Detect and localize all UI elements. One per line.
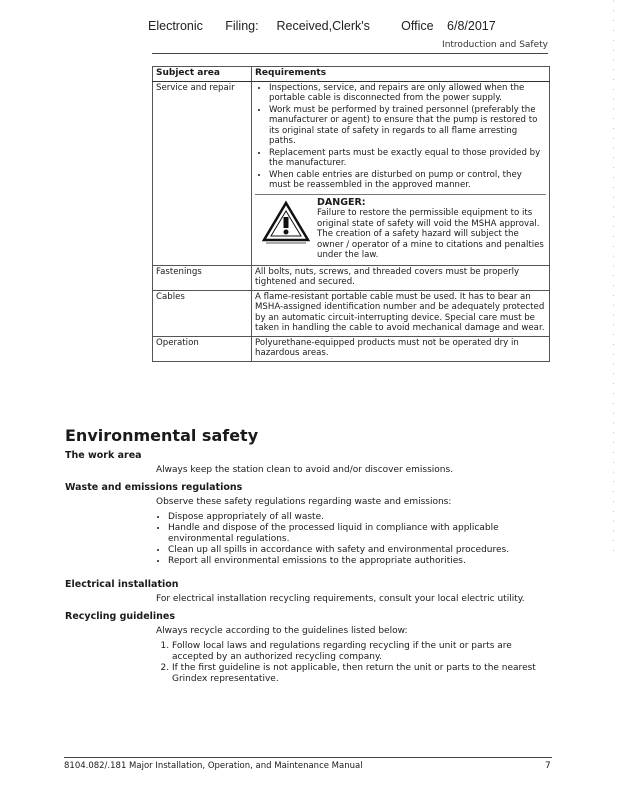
subject-area-header: Subject area [153,67,252,82]
service-subject: Service and repair [153,81,252,265]
electrical-heading: Electrical installation [65,579,179,590]
waste-bullet-list [156,512,556,567]
recycling-list [156,641,556,685]
list-item: • Report all environmental emissions to the appropriate authorities. [168,556,556,567]
recycling-section [156,626,556,685]
requirements-header: Requirements [252,67,550,82]
list-item: • When cable entries are disturbed on pump or control, they must be reassembled in the approved manner. [269,170,546,191]
recycling-intro: Always recycle according to the guidelines listed below: [156,626,408,636]
fastenings-subject: Fastenings [153,265,252,290]
work-area-text: Always keep the station clean to avoid and/or discover emissions. [156,465,454,475]
footer-divider [64,757,552,758]
cables-requirement: A flame-resistant portable cable must be used. It has to bear an MSHA-assigned identification number and be adequately protected by an automatic circuit-interrupting device. Special care must be taken in handling the cable to avoid mechanical damage and wear. [252,290,550,336]
list-item: • Replacement parts must be exactly equal to those provided by the manufacturer. [269,148,546,169]
operation-requirement: Polyurethane-equipped products must not be operated dry in hazardous areas. [252,336,550,361]
list-item: • Clean up all spills in accordance with safety and environmental procedures. [168,545,556,556]
list-item: 1. Follow local laws and regulations regarding recycling if the unit or parts are accepted by an authorized recycling company. [172,641,556,663]
operation-subject: Operation [153,336,252,361]
waste-heading: Waste and emissions regulations [65,482,243,493]
cables-subject: Cables [153,290,252,336]
list-item: • Work must be performed by trained personnel (preferably the manufacturer or agent) to ensure that the pump is restored to its original state of safety in regards to all flame arresting paths. [269,105,546,147]
danger-text: Failure to restore the permissible equipment to its original state of safety will void the MSHA approval. The creation of a safety hazard will subject the owner / operator of a mine to citations and penalties under the law. [317,208,544,260]
service-requirements [252,81,550,265]
service-bullet-list [255,83,546,191]
waste-section [156,497,556,567]
list-item: • Handle and dispose of the processed liquid in compliance with applicable environmental regulations. [168,523,556,545]
work-area-heading: The work area [65,450,142,461]
filing-stamp: Electronic Filing: Received,Clerk's Office 6/8/2017 [148,19,496,33]
fastenings-requirement: All bolts, nuts, screws, and threaded covers must be properly tightened and secured. [252,265,550,290]
waste-intro: Observe these safety regulations regarding waste and emissions: [156,497,452,507]
table-row [153,336,550,361]
scan-edge-marks: · · · · · · · · · · · · · · · · · · · · · · · · · · · · · · · · · · · · · · · · · · · · · · · · · · · · · · · · · [609,0,616,555]
table-row [153,290,550,336]
danger-message [317,198,546,261]
footer-title: 8104.082/.181 Major Installation, Operation, and Maintenance Manual [64,761,363,771]
list-item: • Inspections, service, and repairs are only allowed when the portable cable is disconnected from the power supply. [269,83,546,104]
list-item: 2. If the first guideline is not applicable, then return the unit or parts to the nearest Grindex representative. [172,663,556,685]
table-header-row [153,67,550,82]
environmental-safety-title: Environmental safety [65,426,259,445]
table-row [153,81,550,265]
recycling-heading: Recycling guidelines [65,611,176,622]
list-item: • Dispose appropriately of all waste. [168,512,556,523]
section-header: Introduction and Safety [442,40,548,50]
danger-title: DANGER: [317,196,366,208]
header-divider [152,53,548,54]
table-row [153,265,550,290]
danger-box [255,194,546,261]
electrical-text: For electrical installation recycling requirements, consult your local electric utility. [156,594,525,604]
page-number: 7 [545,761,551,771]
danger-warning-icon [255,198,317,261]
requirements-table [152,66,550,362]
